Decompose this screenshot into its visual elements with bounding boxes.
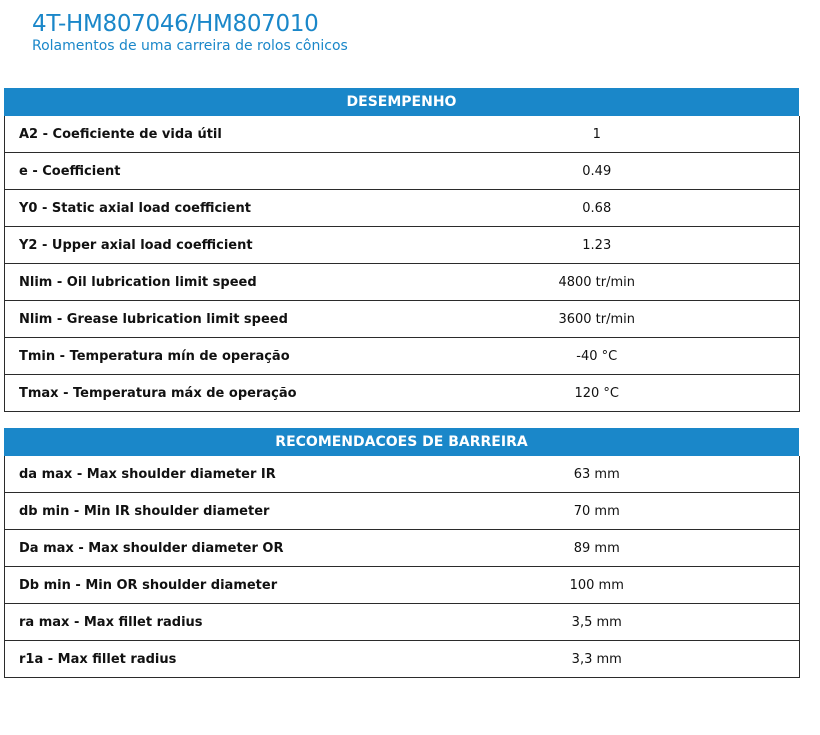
section-recomendacoes (4, 428, 799, 678)
table-row (5, 375, 800, 412)
row-label: Db min - Min OR shoulder diameter (5, 567, 395, 604)
row-label: Nlim - Grease lubrication limit speed (5, 301, 395, 338)
table-row (5, 301, 800, 338)
row-label: Y0 - Static axial load coefficient (5, 190, 395, 227)
row-value: 70 mm (395, 493, 800, 530)
row-label: A2 - Coeficiente de vida útil (5, 116, 395, 153)
table-row (5, 493, 800, 530)
row-label: ra max - Max fillet radius (5, 604, 395, 641)
row-label: db min - Min IR shoulder diameter (5, 493, 395, 530)
row-label: Tmin - Temperatura mín de operação (5, 338, 395, 375)
row-value: 1.23 (395, 227, 800, 264)
table-row (5, 116, 800, 153)
row-value: 0.49 (395, 153, 800, 190)
table-row (5, 227, 800, 264)
row-label: e - Coefficient (5, 153, 395, 190)
section-title: RECOMENDACOES DE BARREIRA (4, 428, 799, 456)
table-row (5, 604, 800, 641)
table-row (5, 567, 800, 604)
table-row (5, 641, 800, 678)
table-row (5, 338, 800, 375)
row-label: da max - Max shoulder diameter IR (5, 456, 395, 493)
spec-table (4, 116, 800, 412)
row-value: 4800 tr/min (395, 264, 800, 301)
row-value: -40 °C (395, 338, 800, 375)
page-header (32, 10, 348, 55)
row-label: Y2 - Upper axial load coefficient (5, 227, 395, 264)
row-value: 3,3 mm (395, 641, 800, 678)
row-value: 89 mm (395, 530, 800, 567)
table-row (5, 190, 800, 227)
row-value: 0.68 (395, 190, 800, 227)
section-title: DESEMPENHO (4, 88, 799, 116)
row-value: 63 mm (395, 456, 800, 493)
row-value: 1 (395, 116, 800, 153)
row-value: 3,5 mm (395, 604, 800, 641)
row-label: Da max - Max shoulder diameter OR (5, 530, 395, 567)
row-label: r1a - Max fillet radius (5, 641, 395, 678)
product-title: 4T-HM807046/HM807010 (32, 11, 319, 37)
table-row (5, 456, 800, 493)
row-label: Tmax - Temperatura máx de operação (5, 375, 395, 412)
table-row (5, 264, 800, 301)
row-value: 3600 tr/min (395, 301, 800, 338)
product-subtitle: Rolamentos de uma carreira de rolos cônicos (32, 38, 348, 54)
spec-table (4, 456, 800, 678)
table-row (5, 530, 800, 567)
section-desempenho (4, 88, 799, 412)
row-label: Nlim - Oil lubrication limit speed (5, 264, 395, 301)
table-row (5, 153, 800, 190)
row-value: 120 °C (395, 375, 800, 412)
row-value: 100 mm (395, 567, 800, 604)
